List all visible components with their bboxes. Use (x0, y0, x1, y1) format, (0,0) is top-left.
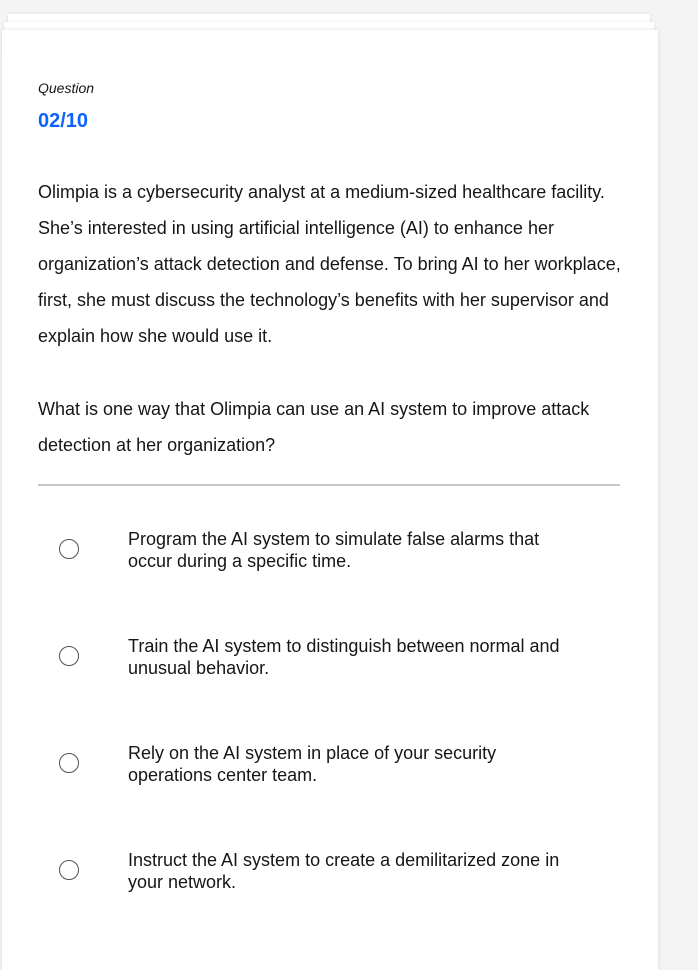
question-card (2, 30, 658, 970)
answer-option-text: Instruct the AI system to create a demilitarized zone in your network. (128, 850, 560, 892)
question-label: Question (38, 80, 95, 96)
question-prompt: What is one way that Olimpia can use an AI system to improve attack detection at her organization? (38, 399, 590, 455)
question-scenario: Olimpia is a cybersecurity analyst at a medium-sized healthcare facility. She’s interested in using artificial intelligence (AI) to enhance her organization’s attack detection and defense. To bring AI to her workplace, first, she must discuss the technology’s benefits with her supervisor and explain how she would use it. (38, 182, 621, 346)
answer-option-2[interactable] (38, 635, 628, 695)
radio-button[interactable] (59, 539, 79, 559)
radio-button[interactable] (59, 860, 79, 880)
answer-option-4[interactable] (38, 849, 628, 909)
answer-option-text: Program the AI system to simulate false alarms that occur during a specific time. (128, 529, 540, 571)
answer-option-text: Train the AI system to distinguish between normal and unusual behavior. (128, 636, 560, 678)
radio-button[interactable] (59, 753, 79, 773)
question-counter: 02/10 (38, 110, 89, 132)
answer-option-text: Rely on the AI system in place of your security operations center team. (128, 743, 497, 785)
divider (38, 484, 620, 486)
answer-option-1[interactable] (38, 528, 628, 588)
radio-button[interactable] (59, 646, 79, 666)
answer-option-3[interactable] (38, 742, 628, 802)
